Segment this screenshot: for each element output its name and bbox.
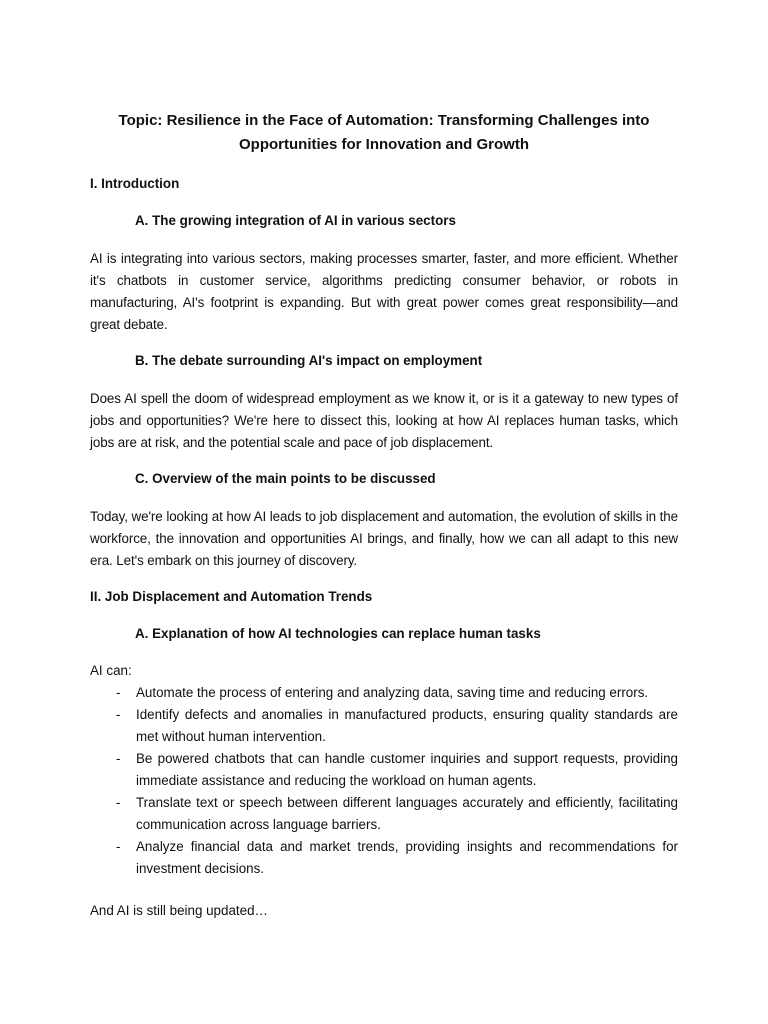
list-intro: AI can: <box>90 663 132 678</box>
dash-bullet-icon: - <box>116 707 121 722</box>
paragraph: AI is integrating into various sectors, making processes smarter, faster, and more efficient. Whether it's chatbots in customer service, algorithms predicting consumer behavior, or robots in manufacturing, AI's footprint is expanding. But with great power comes great responsibility—and great debate. <box>90 251 678 332</box>
closing-line: And AI is still being updated… <box>90 903 268 918</box>
list-item: - Be powered chatbots that can handle customer inquiries and support requests, providing immediate assistance and reducing the workload on human agents. <box>90 748 678 792</box>
list-item: - Automate the process of entering and analyzing data, saving time and reducing errors. <box>90 682 678 704</box>
section-heading-job-displacement: II. Job Displacement and Automation Trends <box>90 589 373 604</box>
list-item: - Analyze financial data and market trends, providing insights and recommendations for investment decisions. <box>90 836 678 880</box>
subsection-heading-a: A. Explanation of how AI technologies can replace human tasks <box>135 626 541 641</box>
dash-bullet-icon: - <box>116 685 121 700</box>
list-item: - Identify defects and anomalies in manufactured products, ensuring quality standards are met without human intervention. <box>90 704 678 748</box>
subsection-heading-b: B. The debate surrounding AI's impact on employment <box>135 353 483 368</box>
subsection-heading-c: C. Overview of the main points to be discussed <box>135 471 436 486</box>
list-item: - Translate text or speech between different languages accurately and efficiently, facilitating communication across language barriers. <box>90 792 678 836</box>
document-title: Topic: Resilience in the Face of Automation: Transforming Challenges into Opportunities for Innovation and Growth <box>118 112 650 153</box>
section-heading-introduction: I. Introduction <box>90 176 180 191</box>
paragraph: Does AI spell the doom of widespread employment as we know it, or is it a gateway to new types of jobs and opportunities? We're here to dissect this, looking at how AI replaces human tasks, which jobs are at risk, and the potential scale and pace of job displacement. <box>90 391 678 450</box>
bullet-list <box>90 682 678 880</box>
dash-bullet-icon: - <box>116 751 121 766</box>
dash-bullet-icon: - <box>116 795 121 810</box>
paragraph: Today, we're looking at how AI leads to job displacement and automation, the evolution of skills in the workforce, the innovation and opportunities AI brings, and finally, how we can all adapt to this new era. Let's embark on this journey of discovery. <box>90 509 678 568</box>
dash-bullet-icon: - <box>116 839 121 854</box>
subsection-heading-a: A. The growing integration of AI in various sectors <box>135 213 456 228</box>
